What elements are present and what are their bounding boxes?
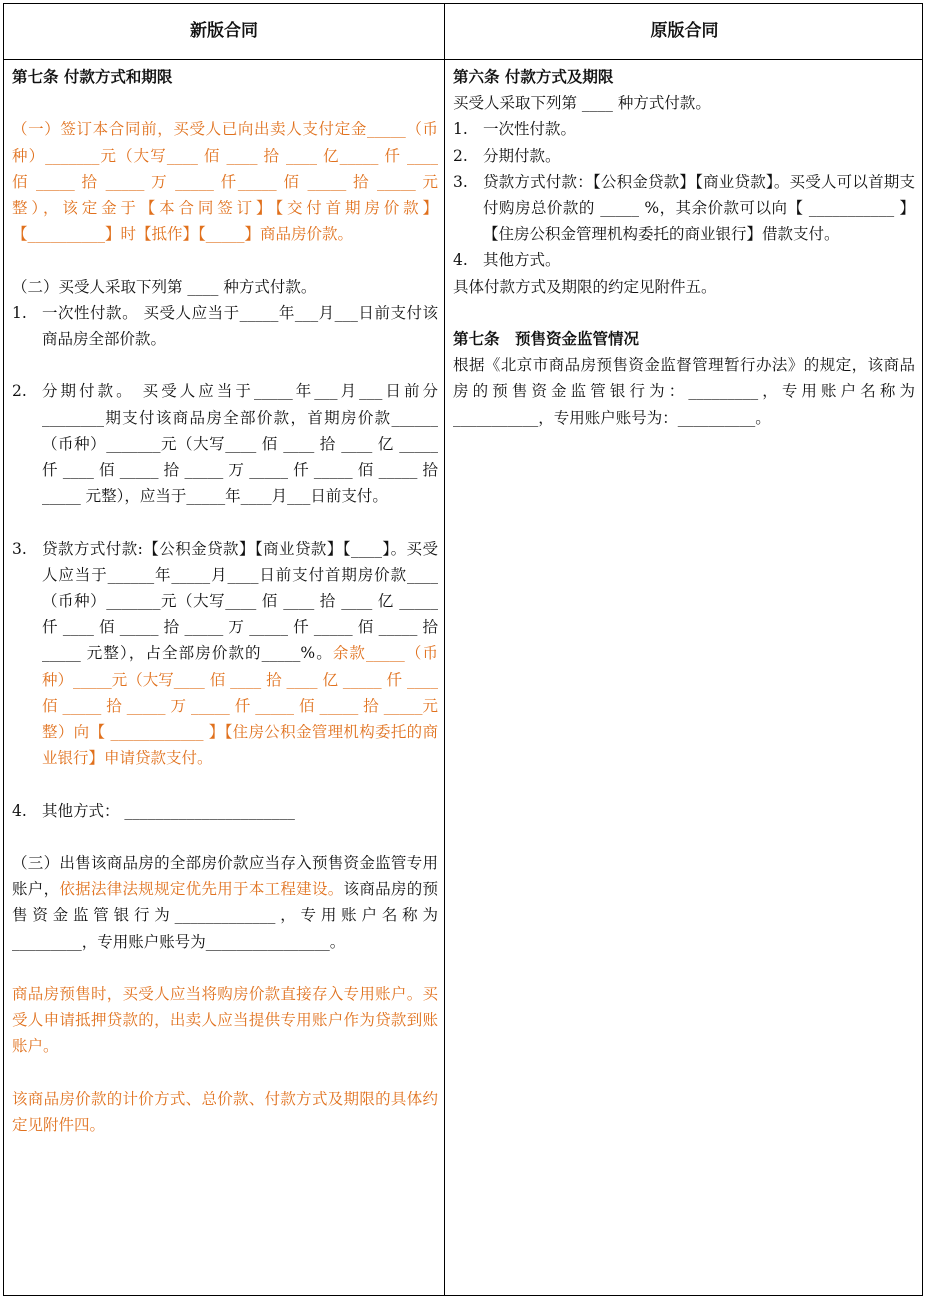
list-number: 3. (453, 172, 468, 191)
escrow-account-clause: 根据《北京市商品房预售资金监督管理暂行办法》的规定，该商品房的预售资金监管银行为：_________，专用账户名称为___________，专用账户账号为：__________。 (453, 356, 915, 427)
list-item (12, 798, 438, 824)
lump-sum-payment: 一次性付款。 (483, 120, 577, 139)
article-7-title: 第七条 付款方式和期限 (12, 67, 173, 86)
article-7-title: 第七条 预售资金监管情况 (453, 329, 640, 349)
list-item (453, 247, 915, 273)
installment-payment: 分期付款。 (483, 146, 561, 165)
old-contract-column (453, 64, 915, 431)
list-item (12, 536, 438, 772)
list-number: 2. (453, 146, 468, 165)
list-number: 4. (12, 801, 27, 820)
article-6-title: 第六条 付款方式及期限 (453, 67, 614, 86)
list-number: 2. (12, 382, 27, 401)
payment-method-intro: 买受人采取下列第 ____ 种方式付款。 (453, 94, 711, 113)
escrow-account-clause (12, 850, 438, 955)
header-new-contract: 新版合同 (190, 21, 258, 41)
escrow-text-1: （三）出售该商品房的全部房价款应当存入预售资金监管专用账户， (12, 854, 438, 899)
column-divider (444, 4, 445, 1295)
loan-payment: 贷款方式付款：【公积金贷款】【商业贷款】。买受人可以首期支付购房总价款的 _____ %，其余价款可以向【 ___________ 】【住房公积金管理机构委托的商业银行】借款支付。 (483, 172, 915, 244)
new-contract-column (12, 64, 438, 1138)
list-number: 3. (12, 539, 27, 558)
list-number: 1. (453, 120, 468, 139)
annex-reference: 具体付款方式及期限的约定见附件五。 (453, 277, 717, 296)
presale-deposit-clause: 商品房预售时，买受人应当将购房价款直接存入专用账户。买受人申请抵押贷款的，出卖人应当提供专用账户作为贷款到账账户。 (12, 985, 438, 1056)
list-number: 4. (453, 251, 468, 270)
deposit-clause: （一）签订本合同前，买受人已向出卖人支付定金_____（币种）_______元（大写____ 佰 ____ 拾 ____ 亿_____ 仟 ____ 佰 _____ 拾 _____ 万 _____ 仟_____ 佰 _____ 拾 _____ 元整），该定金于【本合同签订】【交付首期房价款】【__________】时【抵作】【_____】商品房价款。 (12, 120, 438, 244)
comparison-table (3, 3, 923, 1296)
escrow-text-highlight: 依据法律法规规定优先用于本工程建设。 (59, 880, 344, 899)
list-item (453, 143, 915, 169)
lump-sum-payment: 一次性付款。 买受人应当于_____年___月___日前支付该商品房全部价款。 (42, 303, 438, 348)
loan-balance-text: 余款_____（币种）_____元（大写____ 佰 ____ 拾 ____ 亿 _____ 仟 ____ 佰 _____ 拾 _____ 万 _____ 仟 _____ 佰 _____ 拾 _____元整）向【 ____________ 】【住房公积金管理机构委托的商业银行】申请贷款支付。 (42, 644, 438, 768)
other-payment: 其他方式： ______________________ (42, 801, 295, 820)
payment-method-intro: （二）买受人采取下列第 ____ 种方式付款。 (12, 277, 317, 296)
header-divider (4, 59, 922, 60)
list-item (453, 169, 915, 248)
list-item (12, 378, 438, 509)
loan-payment-text: 贷款方式付款:【公积金贷款】【商业贷款】【____】。买受人应当于______年_____月____日前支付首期房价款____（币种）_______元（大写____ 佰 ____ 拾 ____ 亿 _____ 仟 ____ 佰 _____ 拾 _____ 万 _____ 仟 _____ 佰 _____ 拾 _____ 元整），占全部房价款的_____%。 (42, 539, 438, 663)
loan-payment (42, 536, 438, 772)
header-old-contract: 原版合同 (650, 21, 719, 41)
escrow-text-2: 该商品房的预售资金监管银行为_____________，专用账户名称为_________，专用账户账号为________________。 (12, 880, 438, 951)
list-number: 1. (12, 303, 27, 322)
list-item (453, 116, 915, 142)
installment-payment: 分期付款。 买受人应当于_____年___月___日前分________期支付该商品房全部价款，首期房价款______（币种）_______元（大写____ 佰 ____ 拾 ____ 亿 _____ 仟 ____ 佰 _____ 拾 _____ 万 _____ 仟 _____ 佰 _____ 拾 _____ 元整），应当于_____年____月___日前支付。 (42, 382, 438, 506)
other-payment: 其他方式。 (483, 251, 561, 270)
list-item (12, 300, 438, 352)
annex-reference: 该商品房价款的计价方式、总价款、付款方式及期限的具体约定见附件四。 (12, 1089, 438, 1134)
